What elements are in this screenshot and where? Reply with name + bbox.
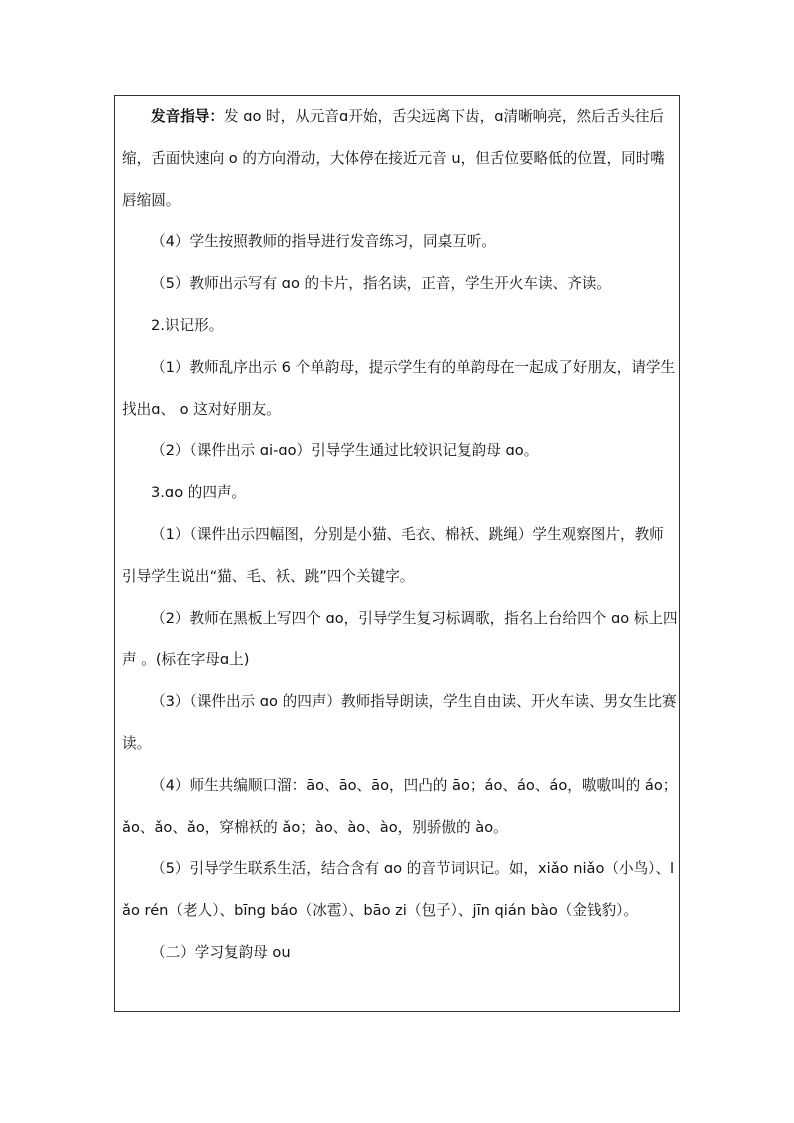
document-body (122, 96, 678, 974)
paragraph-tones-step-3: （3）（课件出示 ɑo 的四声）教师指导朗读，学生自由读、开火车读、男女生比赛读。 (122, 693, 677, 752)
pronunciation-guide-text: 发 ɑo 时，从元音ɑ开始，舌尖远离下齿，ɑ清晰响亮，然后舌头往后缩，舌面快速向 o 的方向滑动，大体停在接近元音 u，但舌位要略低的位置，同时嘴唇缩圆。 (122, 108, 665, 209)
paragraph-tones-step-1: （1）（课件出示四幅图，分别是小猫、毛衣、棉袄、跳绳）学生观察图片，教师引导学生说出“猫、毛、袄、跳”四个关键字。 (122, 525, 664, 585)
paragraph-tones-step-4: （4）师生共编顺口溜：āo、āo、āo，凹凸的 āo；áo、áo、áo，嗷嗷叫的 áo；ǎo、ǎo、ǎo，穿棉袄的 ǎo；ào、ào、ào，别骄傲的 ào。 (122, 776, 678, 836)
paragraph-tones-step-2: （2）教师在黑板上写四个 ɑo，引导学生复习标调歌，指名上台给四个 ɑo 标上四声 。(标在字母ɑ上) (122, 609, 678, 669)
paragraph-shape-step-1: （1）教师乱序出示 6 个单韵母，提示学生有的单韵母在一起成了好朋友，请学生找出ɑ、 o 这对好朋友。 (122, 358, 676, 418)
pronunciation-guide-paragraph (122, 96, 678, 221)
paragraph-step-4: （4）学生按照教师的指导进行发音练习，同桌互听。 (151, 233, 496, 251)
paragraph-step-5: （5）教师出示写有 ɑo 的卡片，指名读，正音，学生开火车读、齐读。 (151, 275, 611, 293)
section-heading-four-tones: 3.ɑo 的四声。 (151, 484, 247, 502)
paragraph-tones-step-5: （5）引导学生联系生活，结合含有 ɑo 的音节词识记。如，xiǎo niǎo（小鸟）、lǎo rén（老人）、bīng báo（冰雹）、bāo zi（包子）、jīn qián bào（金钱豹）。 (122, 860, 675, 920)
section-heading-learn-ou: （二）学习复韵母 ou (151, 943, 291, 961)
pronunciation-guide-label: 发音指导： (151, 108, 224, 125)
paragraph-shape-step-2: （2）（课件出示 ɑi-ɑo）引导学生通过比较识记复韵母 ɑo。 (151, 442, 539, 460)
section-heading-recognize-shape: 2.识记形。 (151, 316, 224, 334)
